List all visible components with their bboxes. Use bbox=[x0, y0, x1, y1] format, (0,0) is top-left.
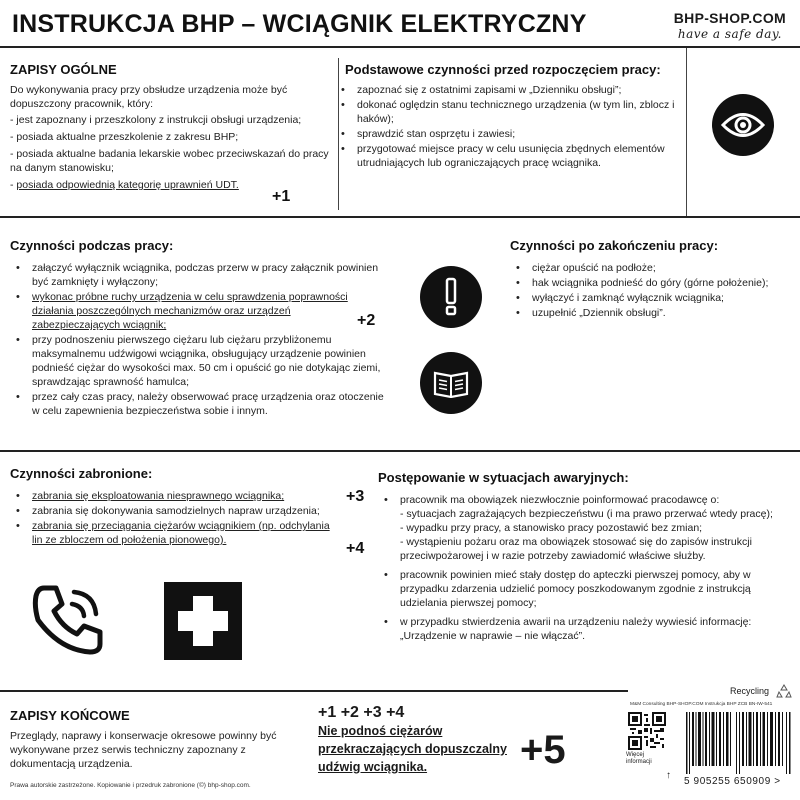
company-info: M&M Consulting BHP-SHOP.COM Instrukcja BHP ZCB BN-IW-541 bbox=[630, 702, 773, 707]
general-item-4: - posiada odpowiednią kategorię uprawnień UDT. bbox=[10, 179, 239, 191]
plus-3-badge: +3 bbox=[346, 488, 365, 505]
exclamation-icon bbox=[420, 266, 482, 328]
eye-icon bbox=[712, 94, 774, 156]
final-section bbox=[10, 708, 300, 771]
emergency-item-1: • pracownik ma obowiązek niezwłocznie poinformować pracodawcę o: - sytuacjach zagrażających bezpieczeństwu (i ma prawo przerwać wtedy pracę); - wypadku przy pracy, a stanowisko pracy pozostawić bez zmian; - wystąpieniu pożaru oraz ma obowiązek stosować się do zapisów instrukcji przeciwpożarowej i w razie potrzeby zawiadomić właściwe służby. bbox=[378, 493, 793, 563]
during-work-heading: Czynności podczas pracy: bbox=[10, 238, 174, 253]
recycle-icon bbox=[776, 683, 792, 699]
general-item-1: - jest zapoznany i przeszkolony z instrukcji obsługi urządzenia; bbox=[10, 114, 302, 126]
row1-divider bbox=[0, 216, 800, 218]
forbidden-item-1: • zabrania się eksploatowania niesprawnego wciągnika; bbox=[10, 489, 330, 503]
during-item-4: • przez cały czas pracy, należy obserwować pracę urządzenia oraz otoczenie w celu zapewnienia bezpieczeństwa sobie i innym. bbox=[10, 390, 390, 418]
emergency-item-2: • pracownik powinien mieć stały dostęp do apteczki pierwszej pomocy, aby w przypadku zdarzenia udzielić pomocy poszkodowanym zgodnie z instrukcją udzielania pierwszej pomocy; bbox=[378, 568, 793, 610]
before-item-1: • zapoznać się z ostatnimi zapisami w „Dzienniku obsługi”; bbox=[335, 83, 675, 97]
plus-5-badge: +5 bbox=[520, 728, 566, 772]
general-section bbox=[10, 62, 332, 192]
after-item-1: • ciężar opuścić na podłoże; bbox=[510, 261, 795, 275]
during-item-1: • załączyć wyłącznik wciągnika, podczas przerw w pracy załącznik powinien być zamknięty i wyłączony; bbox=[10, 261, 390, 289]
after-item-2: • hak wciągnika podnieść do góry (górne położenie); bbox=[510, 276, 795, 290]
during-work-section bbox=[10, 238, 390, 419]
after-work-heading: Czynności po zakończeniu pracy: bbox=[510, 238, 719, 253]
emergency-heading: Postępowanie w sytuacjach awaryjnych: bbox=[378, 470, 629, 485]
manual-book-icon bbox=[420, 352, 482, 414]
final-text: Przeglądy, naprawy i konserwacje okresowe powinny być wykonywane przez serwis techniczny zapoznany z dokumentacją urządzenia. bbox=[10, 730, 277, 770]
before-item-4: • przygotować miejsce pracy w celu usunięcia zbędnych elementów utrudniających lub ograniczających pracę wciągnika. bbox=[335, 142, 675, 170]
plus-1-badge: +1 bbox=[272, 188, 291, 205]
emergency-sub-3: - wystąpieniu pożaru oraz ma obowiązek stosować się do zapisów instrukcji przeciwpożarowej i w razie potrzeby zawiadomić właściwe służby. bbox=[400, 536, 752, 562]
recycling-label: Recycling bbox=[730, 686, 770, 696]
emergency-item-3: • w przypadku stwierdzenia awarii na urządzeniu należy wywiesić informację: „Urządzenie w naprawie – nie włączać”. bbox=[378, 615, 793, 643]
qr-code-icon bbox=[628, 712, 666, 750]
forbidden-item-3: • zabrania się przeciągania ciężarów wciągnikiem (np. odchylania lin ze zbloczem od położenia pionowego). bbox=[10, 519, 330, 547]
phone-icon bbox=[28, 580, 108, 660]
general-item-2: - posiada aktualne przeszkolenie z zakresu BHP; bbox=[10, 131, 239, 143]
load-warning bbox=[318, 704, 518, 776]
emergency-sub-1: - sytuacjach zagrażających bezpieczeństwu (i ma prawo przerwać wtedy pracę); bbox=[400, 508, 773, 520]
forbidden-item-2: • zabrania się dokonywania samodzielnych napraw urządzenia; bbox=[10, 504, 330, 518]
more-info-label: Więcej informacji bbox=[626, 752, 652, 765]
emergency-section bbox=[378, 470, 793, 644]
forbidden-section bbox=[10, 466, 340, 548]
before-item-2: • dokonać oględzin stanu technicznego urządzenia (w tym lin, zblocz i haków); bbox=[335, 98, 675, 126]
after-item-3: • wyłączyć i zamknąć wyłącznik wciągnika; bbox=[510, 291, 795, 305]
before-item-3: • sprawdzić stan osprzętu i zawiesi; bbox=[335, 127, 675, 141]
page-title: INSTRUKCJA BHP – WCIĄGNIK ELEKTRYCZNY bbox=[12, 10, 587, 38]
before-work-section bbox=[345, 62, 675, 171]
load-limit-warning: Nie podnoś ciężarów przekraczających dopuszczalny udźwig wciągnika. bbox=[318, 724, 507, 774]
brand-name: BHP-SHOP.COM bbox=[673, 10, 786, 26]
icon-column-divider bbox=[686, 48, 687, 216]
forbidden-heading: Czynności zabronione: bbox=[10, 466, 153, 481]
row2-divider bbox=[0, 450, 800, 452]
final-heading: ZAPISY KOŃCOWE bbox=[10, 708, 130, 723]
plus-summary: +1 +2 +3 +4 bbox=[318, 704, 405, 721]
during-item-2: • wykonac próbne ruchy urządzenia w celu sprawdzenia poprawności działania poszczególnych mechanizmów oraz urządzeń zabezpieczających wciągnik; bbox=[10, 290, 390, 332]
general-intro: Do wykonywania pracy przy obsłudze urządzenia może być dopuszczony pracownik, który: bbox=[10, 84, 288, 110]
plus-2-badge: +2 bbox=[357, 312, 376, 329]
arrow-icon: ↑ bbox=[666, 770, 671, 781]
first-aid-cross-icon bbox=[164, 582, 242, 660]
before-work-heading: Podstawowe czynności przed rozpoczęciem pracy: bbox=[345, 62, 661, 77]
after-work-section bbox=[510, 238, 795, 321]
copyright-text: Prawa autorskie zastrzeżone. Kopiowanie i przedruk zabronione (©) bhp-shop.com. bbox=[10, 782, 251, 789]
barcode-icon bbox=[684, 712, 794, 774]
general-heading: ZAPISY OGÓLNE bbox=[10, 62, 117, 77]
during-item-3: • przy podnoszeniu pierwszego ciężaru lub ciężaru przybliżonemu maksymalnemu udźwigowi wciągnika, obsługujący urządzenie powinien podnieść ciężar do wysokości max. 50 cm i opuścić go nie dotykając ziemi, sprawdzając sprawność hamulca; bbox=[10, 333, 390, 389]
after-item-4: • uzupełnić „Dziennik obsługi”. bbox=[510, 306, 795, 320]
brand-logo bbox=[674, 10, 786, 41]
general-item-3: - posiada aktualne badania lekarskie wobec przeciwskazań do pracy na danym stanowisku; bbox=[10, 148, 329, 174]
emergency-sub-2: - wypadku przy pracy, a stanowisko pracy pozostawić bez zmian; bbox=[400, 522, 703, 534]
barcode-number: 5 905255 650909 > bbox=[684, 776, 781, 787]
header-divider bbox=[0, 46, 800, 48]
brand-tagline: have a safe day. bbox=[677, 27, 782, 41]
plus-4-badge: +4 bbox=[346, 540, 365, 557]
row3-divider bbox=[0, 690, 628, 692]
